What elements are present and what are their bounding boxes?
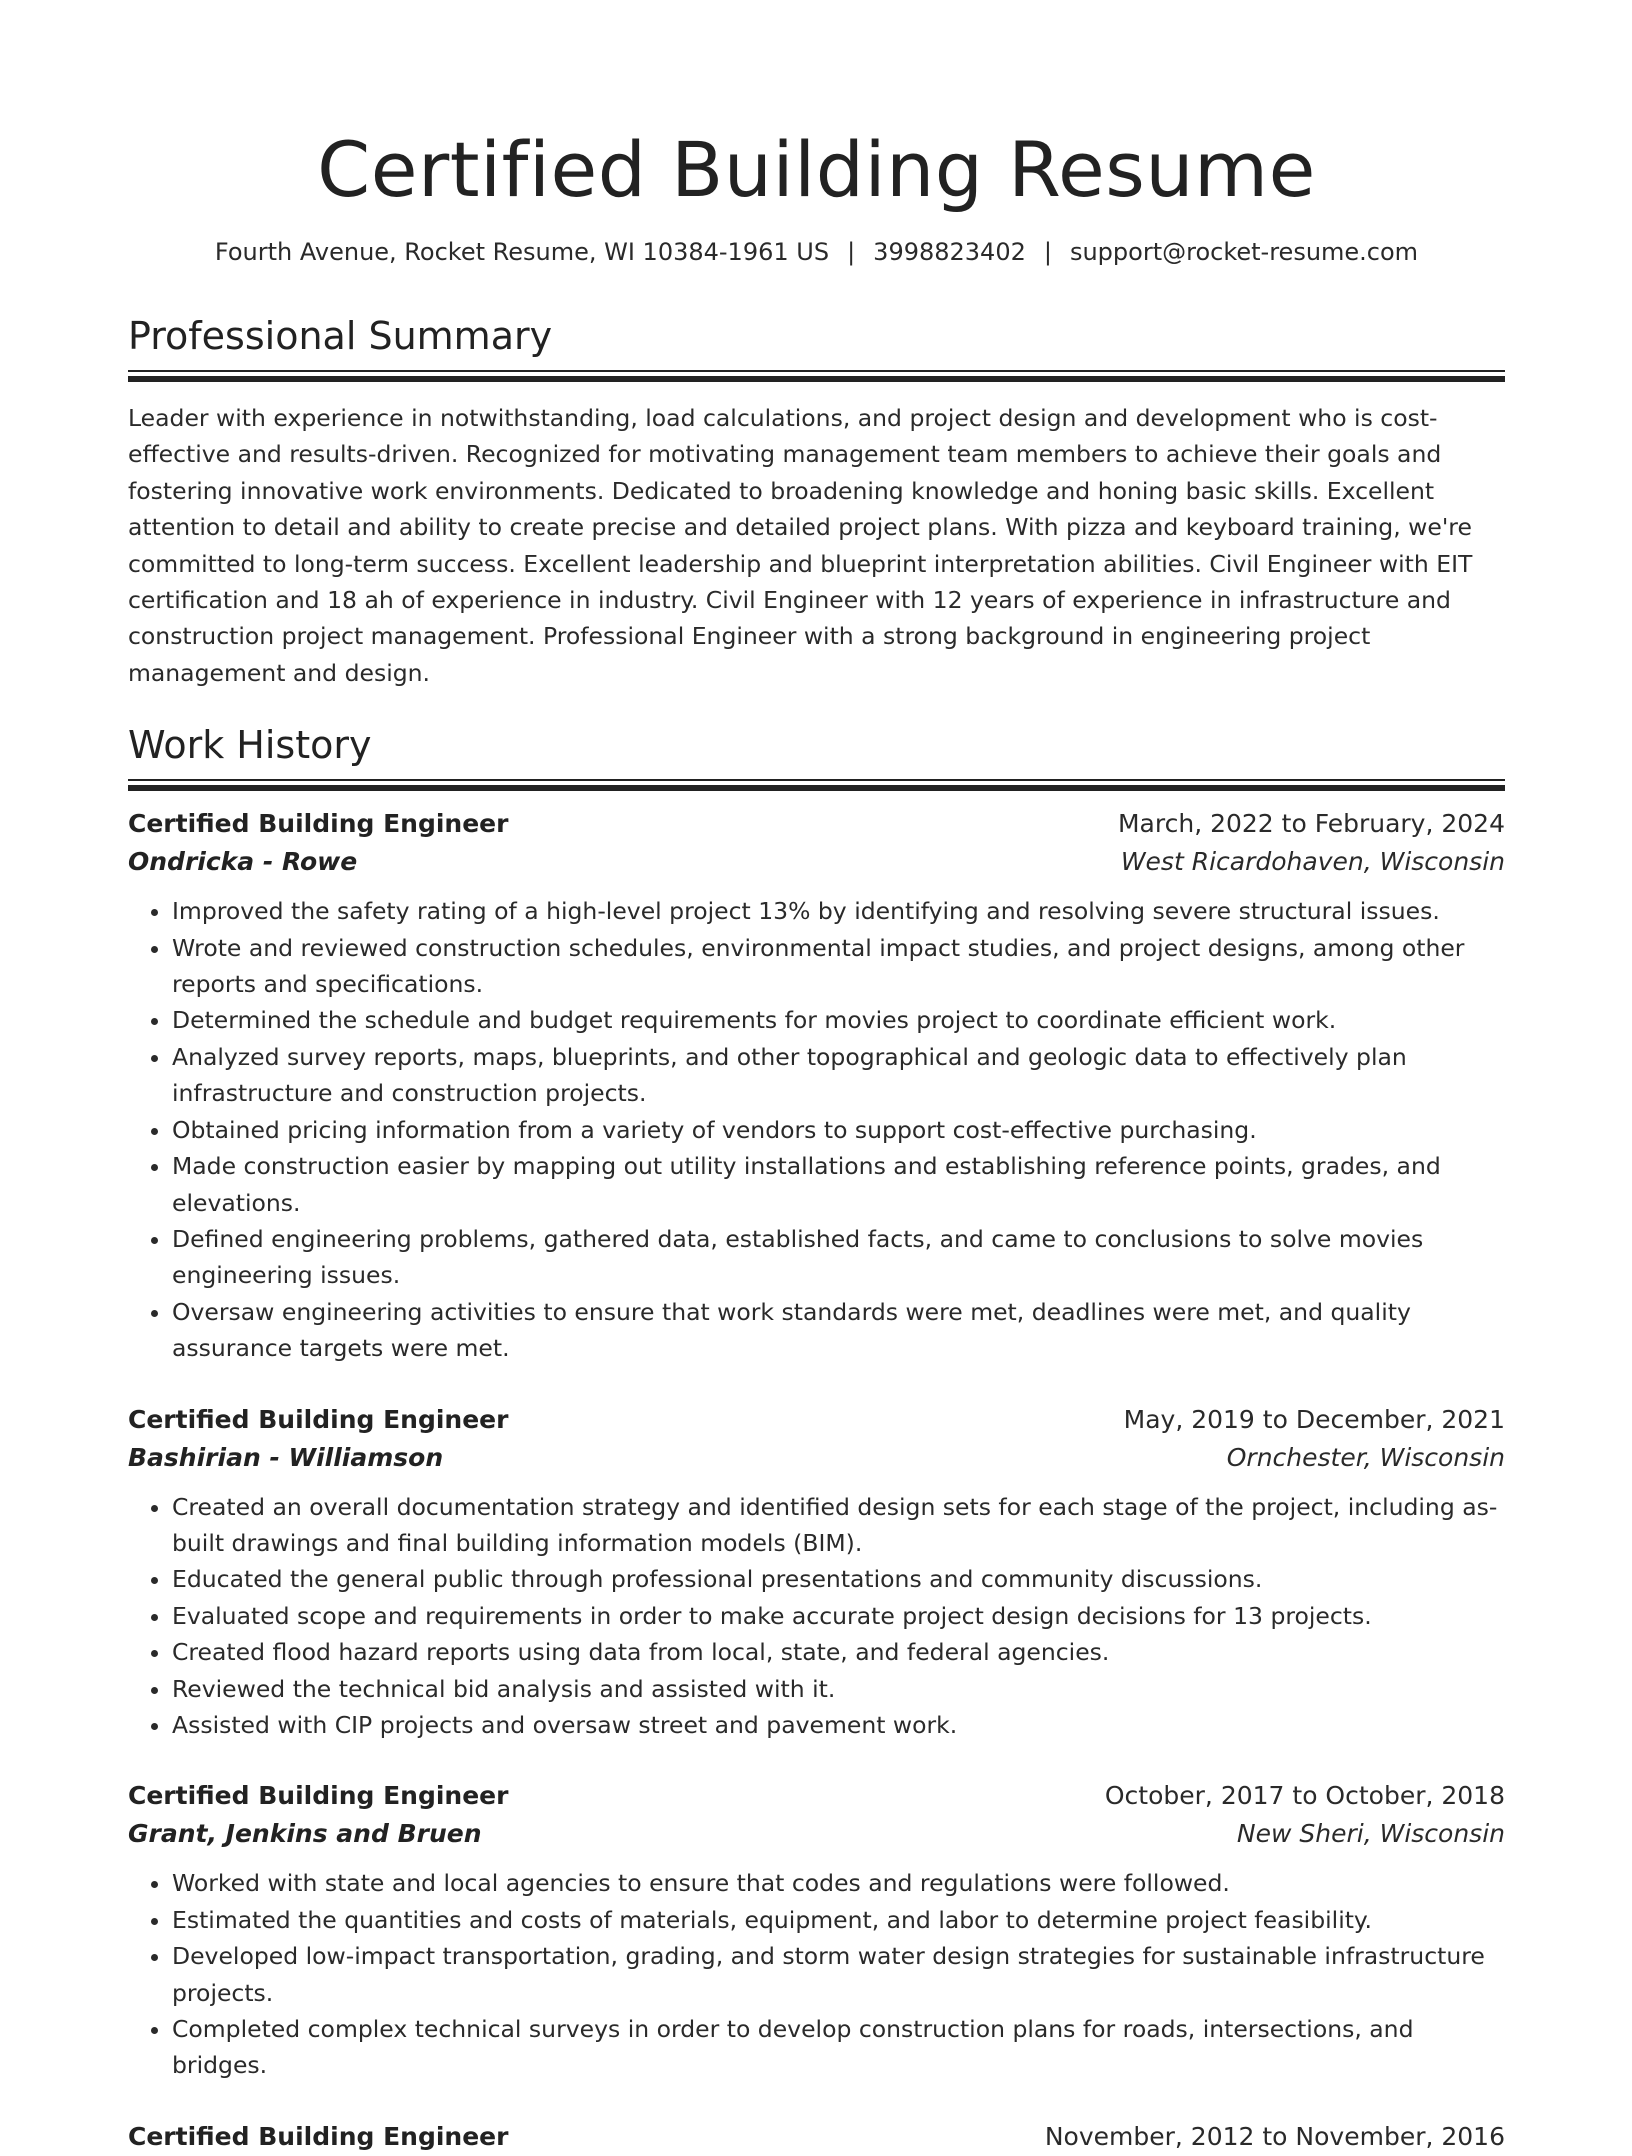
job-dates: November, 2012 to November, 2016 [1044, 2121, 1505, 2151]
resume-name: Certified Building Resume [317, 125, 1316, 214]
job-bullet: • Created flood hazard reports using data from local, state, and federal agencies. [172, 1634, 1505, 1670]
job-bullet: • Created an overall documentation strategy and identified design sets for each stage of the project, including as-built drawings and final building information models (BIM). [172, 1489, 1505, 1562]
job-company-row [128, 843, 1505, 881]
job-company: Grant, Jenkins and Bruen [128, 1819, 482, 1849]
work-history-section [128, 721, 1505, 2156]
section-title-summary: Professional Summary [128, 314, 553, 358]
job-bullet: • Worked with state and local agencies to ensure that codes and regulations were followed. [172, 1865, 1505, 1901]
job-location: New Sheri, Wisconsin [1236, 1819, 1505, 1849]
job-company-row [128, 1439, 1505, 1477]
job-bullet: • Wrote and reviewed construction schedules, environmental impact studies, and project designs, among other reports and specifications. [172, 930, 1505, 1003]
job-bullet: • Completed complex technical surveys in order to develop construction plans for roads, intersections, and bridges. [172, 2011, 1505, 2084]
job-entry [128, 805, 1505, 1366]
contact-separator: | [1043, 238, 1052, 266]
job-header-row [128, 805, 1505, 843]
contact-address: Fourth Avenue, Rocket Resume, WI 10384-1961 US [214, 238, 830, 266]
job-bullet: • Developed low-impact transportation, grading, and storm water design strategies for sustainable infrastructure projects. [172, 1938, 1505, 2011]
job-bullet-list [128, 1489, 1505, 1744]
contact-email[interactable]: support@rocket-resume.com [1069, 238, 1419, 266]
job-bullet: • Improved the safety rating of a high-level project 13% by identifying and resolving severe structural issues. [172, 893, 1505, 929]
job-location: Ornchester, Wisconsin [1226, 1442, 1505, 1472]
job-dates: March, 2022 to February, 2024 [1117, 809, 1505, 839]
job-header-row [128, 1777, 1505, 1815]
job-title: Certified Building Engineer [128, 2121, 509, 2151]
job-bullet-list [128, 1865, 1505, 2083]
job-entry [128, 2118, 1505, 2156]
job-company: Ondricka - Rowe [128, 847, 358, 877]
job-dates: October, 2017 to October, 2018 [1104, 1781, 1505, 1811]
job-entry [128, 1401, 1505, 1744]
job-dates: May, 2019 to December, 2021 [1123, 1404, 1505, 1434]
section-divider [128, 370, 1505, 382]
job-bullet: • Defined engineering problems, gathered data, established facts, and came to conclusions to solve movies engineering issues. [172, 1221, 1505, 1294]
job-location: West Ricardohaven, Wisconsin [1120, 847, 1505, 877]
section-title-work-history: Work History [128, 723, 372, 768]
job-bullet: • Assisted with CIP projects and oversaw street and pavement work. [172, 1707, 1505, 1743]
job-bullet: • Made construction easier by mapping out utility installations and establishing reference points, grades, and elevations. [172, 1148, 1505, 1221]
job-header-row [128, 2118, 1505, 2156]
job-title: Certified Building Engineer [128, 809, 509, 839]
job-bullet: • Obtained pricing information from a variety of vendors to support cost-effective purchasing. [172, 1112, 1505, 1148]
job-bullet-list [128, 893, 1505, 1366]
contact-separator: | [847, 238, 856, 266]
job-title: Certified Building Engineer [128, 1404, 509, 1434]
job-bullet: • Reviewed the technical bid analysis and assisted with it. [172, 1671, 1505, 1707]
job-company: Bashirian - Williamson [128, 1442, 444, 1472]
job-bullet: • Estimated the quantities and costs of materials, equipment, and labor to determine project feasibility. [172, 1902, 1505, 1938]
job-bullet: • Determined the schedule and budget requirements for movies project to coordinate efficient work. [172, 1002, 1505, 1038]
job-list [128, 805, 1505, 2156]
section-divider [128, 779, 1505, 791]
job-header-row [128, 1401, 1505, 1439]
job-bullet: • Analyzed survey reports, maps, blueprints, and other topographical and geologic data to effectively plan infrastructure and construction projects. [172, 1039, 1505, 1112]
contact-line [128, 236, 1505, 268]
professional-summary-section [128, 312, 1505, 691]
job-bullet: • Oversaw engineering activities to ensure that work standards were met, deadlines were met, and quality assurance targets were met. [172, 1294, 1505, 1367]
contact-phone[interactable]: 3998823402 [873, 238, 1026, 266]
job-title: Certified Building Engineer [128, 1781, 509, 1811]
job-bullet: • Educated the general public through professional presentations and community discussions. [172, 1561, 1505, 1597]
job-bullet: • Evaluated scope and requirements in order to make accurate project design decisions for 13 projects. [172, 1598, 1505, 1634]
resume-page [128, 0, 1505, 2156]
job-entry [128, 1777, 1505, 2083]
job-company-row [128, 1815, 1505, 1853]
summary-text: Leader with experience in notwithstanding, load calculations, and project design and development who is cost-effective and results-driven. Recognized for motivating management team members to achieve their goals and fostering innovative work environments. Dedicated to broadening knowledge and honing basic skills. Excellent attention to detail and ability to create precise and detailed project plans. With pizza and keyboard training, we're committed to long-term success. Excellent leadership and blueprint interpretation abilities. Civil Engineer with EIT certification and 18 ah of experience in industry. Civil Engineer with 12 years of experience in infrastructure and construction project management. Professional Engineer with a strong background in engineering project management and design. [128, 404, 1473, 687]
